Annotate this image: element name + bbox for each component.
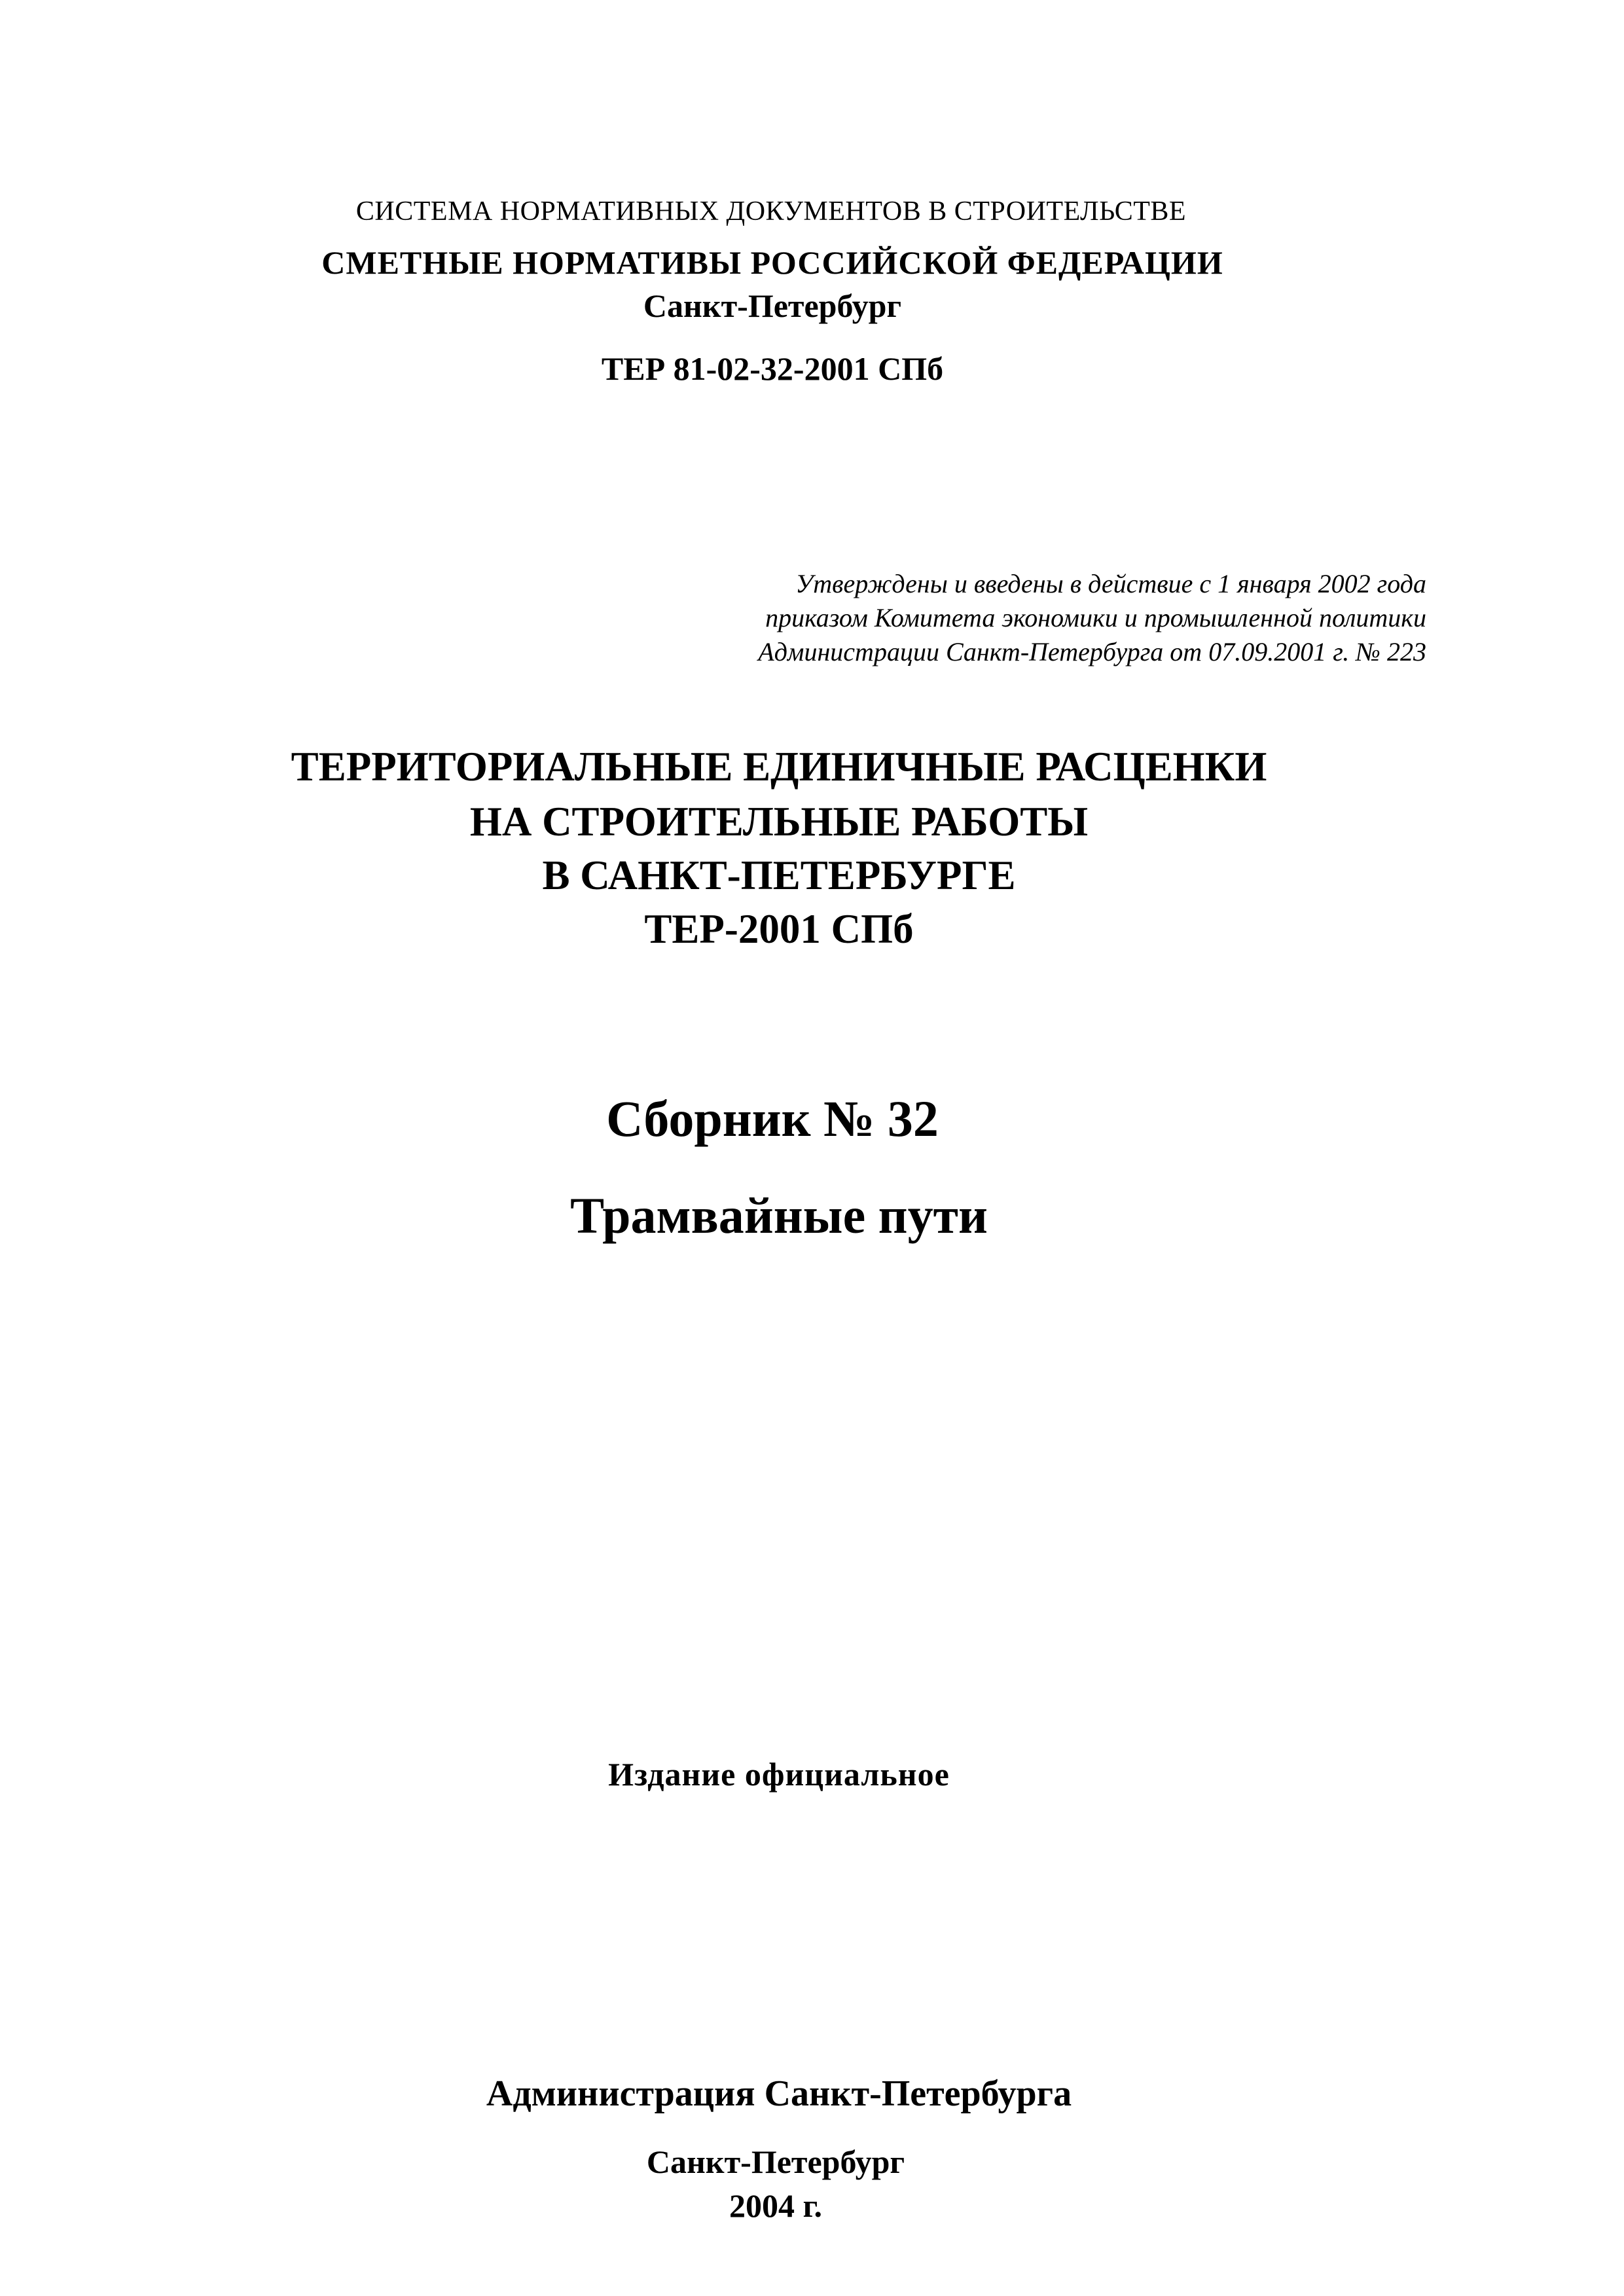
document-code: ТЕР 81-02-32-2001 СПб	[601, 350, 944, 387]
publication-year: 2004 г.	[729, 2187, 823, 2224]
title-line-3: В САНКТ-ПЕТЕРБУРГЕ	[542, 852, 1016, 898]
publisher-name: Администрация Санкт-Петербурга	[486, 2073, 1072, 2114]
city-heading: Санкт-Петербург	[643, 287, 902, 324]
collection-subject: Трамвайные пути	[570, 1187, 988, 1244]
publisher-city: Санкт-Петербург	[646, 2143, 905, 2180]
collection-number: Сборник № 32	[606, 1090, 939, 1147]
title-line-2: НА СТРОИТЕЛЬНЫЕ РАБОТЫ	[469, 799, 1089, 845]
title-line-4: ТЕР-2001 СПб	[644, 906, 914, 952]
norms-heading: СМЕТНЫЕ НОРМАТИВЫ РОССИЙСКОЙ ФЕДЕРАЦИИ	[321, 244, 1223, 281]
system-heading: СИСТЕМА НОРМАТИВНЫХ ДОКУМЕНТОВ В СТРОИТЕЛЬСТВЕ	[355, 196, 1187, 227]
approval-line-3: Администрации Санкт-Петербурга от 07.09.2001 г. № 223	[758, 637, 1426, 666]
title-line-1: ТЕРРИТОРИАЛЬНЫЕ ЕДИНИЧНЫЕ РАСЦЕНКИ	[291, 744, 1267, 790]
approval-line-2: приказом Комитета экономики и промышленной политики	[765, 603, 1426, 632]
edition-note: Издание официальное	[608, 1756, 950, 1793]
approval-line-1: Утверждены и введены в действие с 1 января 2002 года	[795, 569, 1426, 598]
